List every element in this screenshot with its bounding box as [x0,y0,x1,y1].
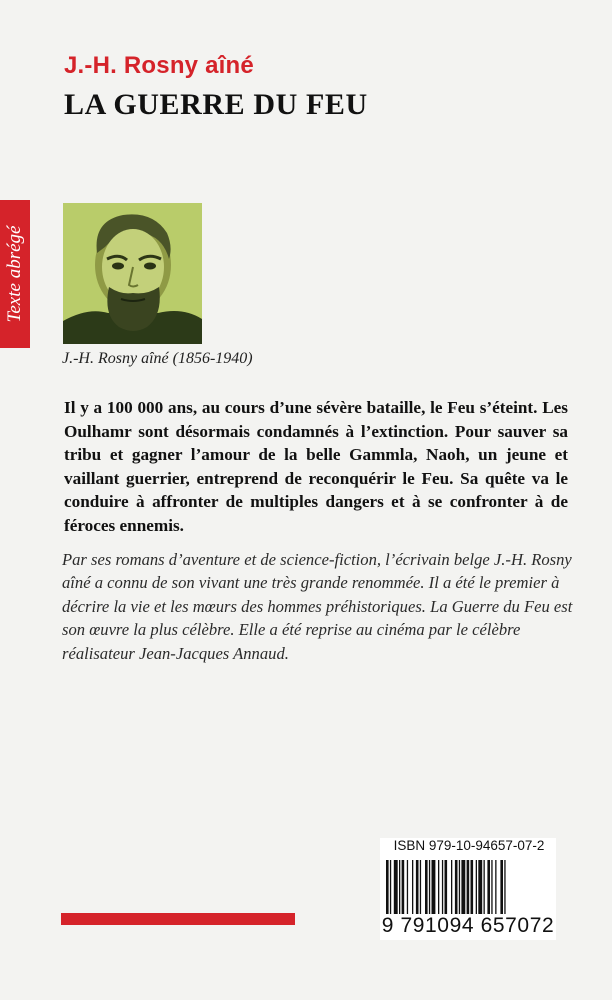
book-title: LA GUERRE DU FEU [64,88,368,121]
isbn-label: ISBN 979-10-94657-07-2 [393,838,545,853]
author-bio-paragraph: Par ses romans d’aventure et de science-fiction, l’écrivain belge J.-H. Rosny aîné a connu de son vivant une très grande renommée. Il a été le premier à décrire la vie et les mœurs des hommes préhistoriques. La Guerre du Feu est son œuvre la plus célèbre. Elle a été reprise au cinéma par le célèbre réalisateur Jean-Jacques Annaud. [62,550,573,663]
barcode-bars [386,860,550,922]
barcode-digits: 9 791094 657072 [381,914,555,937]
synopsis-paragraph: Il y a 100 000 ans, au cours d’une sévère bataille, le Feu s’éteint. Les Oulhamr sont désormais condamnés à l’extinction. Pour sauver sa tribu et gagner l’amour de la belle Gammla, Naoh, un jeune et vaillant guerrier, entreprend de reconquérir le Feu. Sa quête va le conduire à affronter de multiples dangers et à se confronter à de féroces ennemis. [64,398,568,535]
abridged-text-label: Texte abrégé [4,225,25,323]
portrait-caption: J.-H. Rosny aîné (1856-1940) [62,350,253,367]
author-portrait [63,203,202,344]
decorative-red-bar [61,913,295,925]
author-name: J.-H. Rosny aîné [64,52,254,79]
barcode [380,838,556,940]
abridged-text-tab [0,200,30,348]
